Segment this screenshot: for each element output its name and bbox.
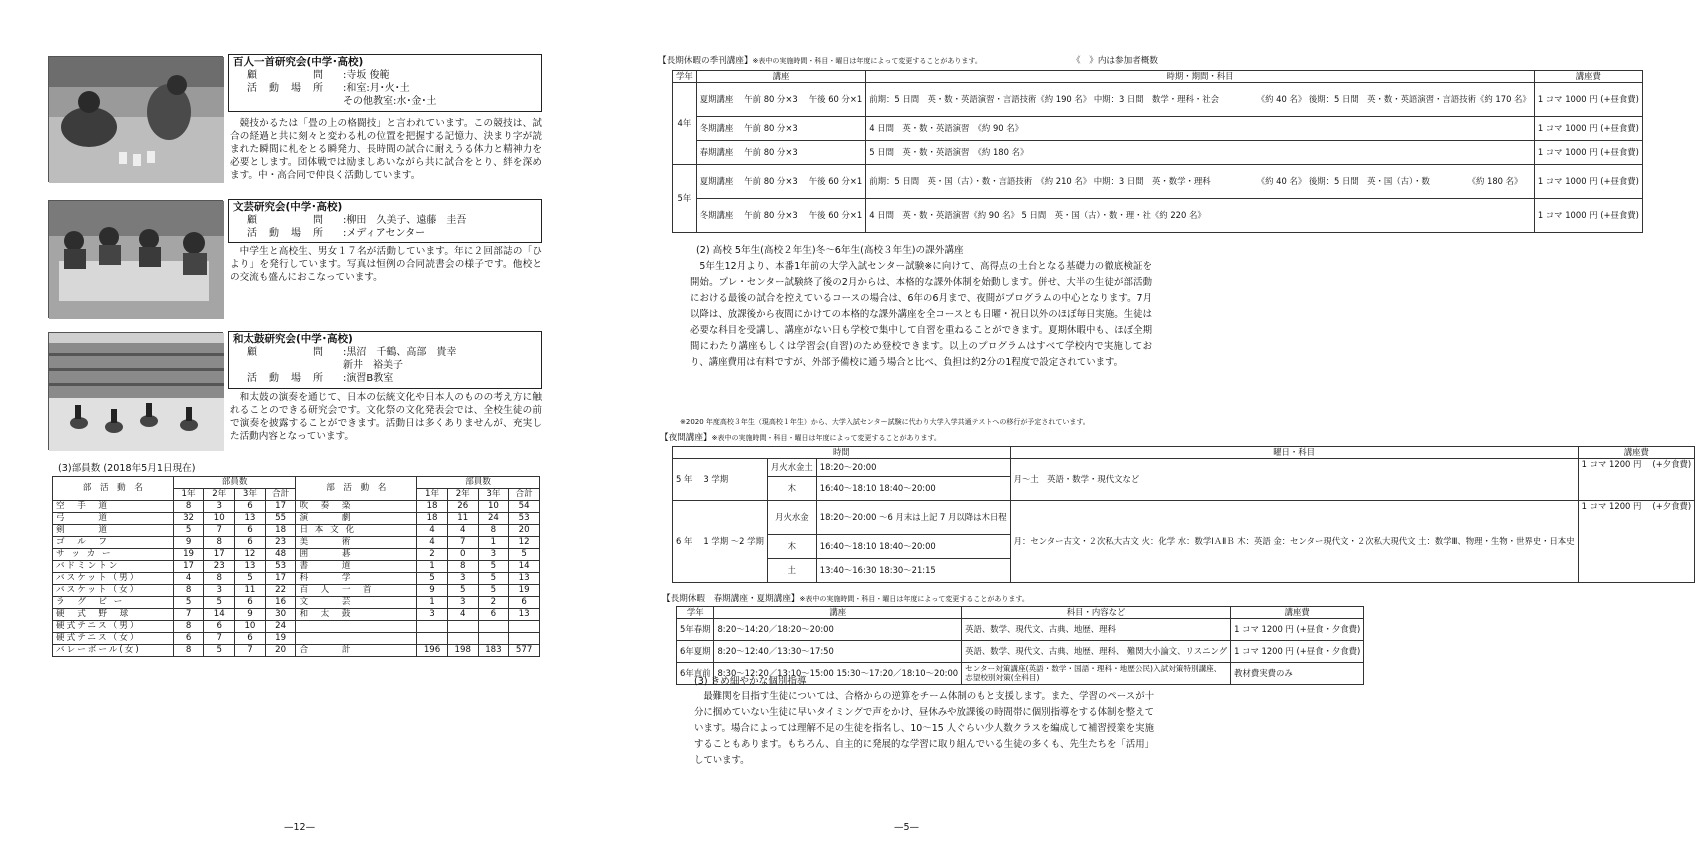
time-cell: 18:20〜20:00 bbox=[816, 458, 1010, 476]
club-name-cell: 百 人 一 首 bbox=[296, 585, 417, 597]
label-advisor: 顧 問 bbox=[247, 70, 324, 81]
count-cell: 5 bbox=[447, 585, 478, 597]
count-cell bbox=[509, 633, 540, 645]
course-cell: 春期講座 午前 80 分×3 bbox=[696, 140, 865, 164]
count-cell: 6 bbox=[204, 621, 235, 633]
fee-cell: 1 コマ 1000 円 (+昼食費) bbox=[1534, 198, 1642, 232]
count-cell: 0 bbox=[447, 549, 478, 561]
count-cell: 17 bbox=[204, 549, 235, 561]
count-cell: 577 bbox=[509, 645, 540, 657]
col-grade: 合計 bbox=[509, 489, 540, 501]
seasonal-course-note: ※表中の実施時間・科目・曜日は年度によって変更することがあります。 bbox=[799, 595, 1029, 603]
club-name-cell: 演 劇 bbox=[296, 513, 417, 525]
count-cell: 5 bbox=[478, 585, 509, 597]
label-advisor: 顧 問 bbox=[247, 347, 324, 358]
count-cell bbox=[417, 633, 448, 645]
fee-cell: 教材費実費のみ bbox=[1231, 662, 1364, 684]
count-cell: 9 bbox=[173, 537, 204, 549]
club-name-cell: ラ グ ビ ー bbox=[53, 597, 174, 609]
content-cell: 前期：5 日間 英・数・英語演習・言語技術《約 190 名》 中期：3 日間 数学・理科・社会 《約 40 名》 後期：5 日間 英・数・英語演習・言語技術《約 170 名》 bbox=[866, 82, 1535, 116]
grade-4: 4年 bbox=[673, 82, 697, 164]
count-cell: 8 bbox=[447, 561, 478, 573]
course-cell: 夏期講座 午前 80 分×3 午後 60 分×1 bbox=[696, 164, 865, 198]
seasonal-course-title: 【長期休暇 春期講座・夏期講座】 bbox=[662, 594, 800, 604]
count-cell: 3 bbox=[204, 585, 235, 597]
long-break-header bbox=[658, 56, 1158, 67]
col-grade: 1年 bbox=[173, 489, 204, 501]
count-cell: 3 bbox=[204, 501, 235, 513]
count-cell bbox=[447, 633, 478, 645]
count-cell: 6 bbox=[235, 597, 266, 609]
club-name-cell: ゴ ル フ bbox=[53, 537, 174, 549]
content-cell: センター対策講座(英語・数学・国語・理科・地歴公民)入試対策特別講座、志望校別対策(全科目) bbox=[962, 662, 1231, 684]
count-cell: 7 bbox=[173, 609, 204, 621]
long-break-note: ※表中の実施時間・科目・曜日は年度によって変更することがあります。 bbox=[752, 57, 982, 65]
grade-cell: 6年直前 bbox=[677, 662, 714, 684]
label-place: 活 動 場 所 bbox=[247, 228, 324, 239]
club-name-cell: 書 道 bbox=[296, 561, 417, 573]
count-cell: 19 bbox=[173, 549, 204, 561]
count-cell: 1 bbox=[478, 537, 509, 549]
count-cell: 5 bbox=[478, 561, 509, 573]
club-name-cell: バスケット（女） bbox=[53, 585, 174, 597]
count-cell: 17 bbox=[173, 561, 204, 573]
table-row bbox=[53, 597, 540, 609]
label-place: 活 動 場 所 bbox=[247, 373, 324, 384]
count-cell: 18 bbox=[265, 525, 296, 537]
col-member-count: 部員数 bbox=[173, 477, 296, 489]
col-grade: 2年 bbox=[447, 489, 478, 501]
count-cell: 53 bbox=[509, 513, 540, 525]
count-cell: 8 bbox=[173, 621, 204, 633]
time-cell: 13:40〜16:30 18:30〜21:15 bbox=[816, 558, 1010, 582]
count-cell: 4 bbox=[417, 525, 448, 537]
count-cell: 18 bbox=[417, 513, 448, 525]
count-cell: 54 bbox=[509, 501, 540, 513]
count-cell: 7 bbox=[204, 633, 235, 645]
count-cell: 6 bbox=[509, 597, 540, 609]
count-cell: 14 bbox=[204, 609, 235, 621]
col-time: 時間 bbox=[673, 447, 1011, 459]
count-cell: 48 bbox=[265, 549, 296, 561]
member-count-table bbox=[52, 476, 540, 657]
time-cell: 8:30〜12:20／13:10〜15:00 15:30〜17:20／18:10〜20:00 bbox=[714, 662, 962, 684]
count-cell: 8 bbox=[173, 501, 204, 513]
day-cell: 木 bbox=[767, 476, 816, 500]
table-row bbox=[53, 513, 540, 525]
value-place-extra: その他教室:水･金･土 bbox=[343, 96, 437, 107]
count-cell: 53 bbox=[265, 561, 296, 573]
time-cell: 16:40〜18:10 18:40〜20:00 bbox=[816, 476, 1010, 500]
karuta-photo bbox=[48, 56, 223, 182]
page-number: —5— bbox=[894, 822, 920, 833]
count-cell bbox=[478, 621, 509, 633]
count-cell: 23 bbox=[265, 537, 296, 549]
col-club-name: 部 活 動 名 bbox=[296, 477, 417, 501]
night-course-table bbox=[672, 446, 1695, 583]
count-cell: 6 bbox=[235, 537, 266, 549]
section2-footnote: ※2020 年度高校３年生（現高校１年生）から、大学入試センター試験に代わり大学入学共通テストへの移行が予定されています。 bbox=[680, 418, 1090, 426]
value-advisor: :柳田 久美子、遠藤 圭吾 bbox=[343, 215, 467, 226]
value-advisor: :寺坂 俊範 bbox=[343, 70, 390, 81]
table-row bbox=[53, 549, 540, 561]
count-cell: 12 bbox=[235, 549, 266, 561]
table-row bbox=[53, 633, 540, 645]
count-cell: 5 bbox=[173, 597, 204, 609]
grade-5: 5年 bbox=[673, 164, 697, 232]
count-cell bbox=[509, 621, 540, 633]
fee-cell: 1 コマ 1000 円 (+昼食費) bbox=[1534, 164, 1642, 198]
count-cell: 24 bbox=[478, 513, 509, 525]
club-name-cell: 日 本 文 化 bbox=[296, 525, 417, 537]
content-cell: 4 日間 英・数・英語演習 《約 90 名》 bbox=[866, 116, 1535, 140]
taiko-photo bbox=[48, 332, 223, 450]
col-content: 時期・期間・科目 bbox=[866, 71, 1535, 83]
club-title: 和太鼓研究会(中学･高校) bbox=[233, 333, 353, 345]
col-fee: 講座費 bbox=[1231, 607, 1364, 619]
left-page bbox=[0, 0, 600, 849]
count-cell: 6 bbox=[235, 633, 266, 645]
count-cell: 6 bbox=[478, 609, 509, 621]
fee-cell: 1 コマ 1000 円 (+昼食費) bbox=[1534, 82, 1642, 116]
club-name-cell: バスケット（男） bbox=[53, 573, 174, 585]
club-name-cell: 科 学 bbox=[296, 573, 417, 585]
fee-cell: 1 コマ 1000 円 (+昼食費) bbox=[1534, 140, 1642, 164]
club-info-literature bbox=[228, 199, 542, 243]
col-content: 科目・内容など bbox=[962, 607, 1231, 619]
count-cell: 3 bbox=[417, 609, 448, 621]
count-cell: 1 bbox=[417, 597, 448, 609]
count-cell: 23 bbox=[204, 561, 235, 573]
count-cell bbox=[478, 633, 509, 645]
count-cell: 7 bbox=[204, 525, 235, 537]
col-course: 講座 bbox=[714, 607, 962, 619]
table-row bbox=[53, 609, 540, 621]
long-break-title: 【長期休暇の季刊講座】 bbox=[658, 56, 753, 66]
club-title: 百人一首研究会(中学･高校) bbox=[233, 56, 364, 68]
count-cell: 11 bbox=[235, 585, 266, 597]
col-grade: 学年 bbox=[673, 71, 697, 83]
table-row bbox=[53, 501, 540, 513]
col-fee: 講座費 bbox=[1534, 71, 1642, 83]
count-cell: 8 bbox=[478, 525, 509, 537]
count-cell: 5 bbox=[478, 573, 509, 585]
course-cell: 冬期講座 午前 80 分×3 bbox=[696, 116, 865, 140]
count-cell: 2 bbox=[478, 597, 509, 609]
table-row bbox=[53, 585, 540, 597]
fee-cell: 1 コマ 1200 円 (+昼食・夕食費) bbox=[1231, 618, 1364, 640]
table-row bbox=[53, 525, 540, 537]
count-cell: 8 bbox=[173, 645, 204, 657]
count-cell: 16 bbox=[265, 597, 296, 609]
club-name-cell: 空 手 道 bbox=[53, 501, 174, 513]
count-cell: 3 bbox=[447, 597, 478, 609]
content-cell: 月：センター古文・２次私大古文 火：化学 水：数学ⅠＡⅡＢ 木：英語 金：センター現代文・２次私大現代文 土：数学Ⅲ、物理・生物・世界史・日本史 bbox=[1010, 500, 1578, 582]
club-name-cell: バドミントン bbox=[53, 561, 174, 573]
col-grade: 学年 bbox=[677, 607, 714, 619]
content-cell: 5 日間 英・数・英語演習 《約 180 名》 bbox=[866, 140, 1535, 164]
member-count-heading: (3)部員数 (2018年5月1日現在) bbox=[58, 463, 196, 474]
value-place: :演習B教室 bbox=[343, 373, 394, 384]
club-name-cell: 硬式テニス（女） bbox=[53, 633, 174, 645]
content-cell: 英語、数学、現代文、古典、地歴、理科、 難関大小論文、リスニング bbox=[962, 640, 1231, 662]
fee-cell: 1 コマ 1000 円 (+昼食費) bbox=[1534, 116, 1642, 140]
count-cell: 5 bbox=[417, 573, 448, 585]
grade-cell: 6年夏期 bbox=[677, 640, 714, 662]
club-info-taiko bbox=[228, 331, 542, 389]
col-course: 講座 bbox=[696, 71, 865, 83]
count-cell: 55 bbox=[265, 513, 296, 525]
count-cell: 6 bbox=[235, 501, 266, 513]
label-advisor: 顧 問 bbox=[247, 215, 324, 226]
col-member-count: 部員数 bbox=[417, 477, 540, 489]
long-break-note2: 《 》内は参加者概数 bbox=[1072, 56, 1158, 66]
value-place: :和室:月･火･土 bbox=[343, 83, 410, 94]
count-cell: 4 bbox=[447, 609, 478, 621]
value-advisor: :黒沼 千鶴、高部 貴幸 bbox=[343, 347, 457, 358]
count-cell: 4 bbox=[417, 537, 448, 549]
night-course-title: 【夜間講座】 bbox=[660, 433, 712, 443]
count-cell: 5 bbox=[173, 525, 204, 537]
club-description-taiko: 和太鼓の演奏を通じて、日本の伝統文化や日本人のものの考え方に触れることのできる研究会です。文化祭の文化発表会では、全校生徒の前で演奏を披露することができます。活動日は多くありませんが、充実した活動内容となっています。 bbox=[230, 392, 542, 442]
count-cell: 19 bbox=[509, 585, 540, 597]
fee-cell: 1 コマ 1200 円 (+夕食費) bbox=[1578, 500, 1694, 582]
long-break-table bbox=[672, 70, 1643, 233]
count-cell: 1 bbox=[417, 561, 448, 573]
time-cell: 8:20〜14:20／18:20〜20:00 bbox=[714, 618, 962, 640]
count-cell: 196 bbox=[417, 645, 448, 657]
value-place: :メディアセンター bbox=[343, 228, 426, 239]
count-cell bbox=[417, 621, 448, 633]
count-cell: 8 bbox=[173, 585, 204, 597]
club-name-cell: 囲 碁 bbox=[296, 549, 417, 561]
time-cell: 16:40〜18:10 18:40〜20:00 bbox=[816, 534, 1010, 558]
col-grade: 3年 bbox=[478, 489, 509, 501]
count-cell: 8 bbox=[204, 573, 235, 585]
section2-heading: (2) 高校 5年生(高校２年生)冬～6年生(高校３年生)の課外講座 bbox=[696, 245, 964, 256]
count-cell: 20 bbox=[509, 525, 540, 537]
count-cell: 5 bbox=[204, 597, 235, 609]
fee-cell: 1 コマ 1200 円 (+夕食費) bbox=[1578, 458, 1694, 500]
table-row bbox=[53, 561, 540, 573]
count-cell: 26 bbox=[447, 501, 478, 513]
section2-body: 5年生12月より、本番1年前の大学入試センター試験※に向けて、高得点の土台となる基礎力の徹底検証を開始。プレ・センター試験終了後の2月からは、本格的な課外体制を始動します。併せ、大半の生徒が部活動における最後の試合を控えているコースの場合は、6年の6月まで、夜間がプログラムの中心となります。7月以降は、放課後から夜間にかけての本格的な課外講座を全コースとも日曜・祝日以外のほぼ毎日実施。生徒は必要な科目を受講し、講座がない日も学校で集中して自習を重ねることができます。夏期休暇中も、ほぼ全期間にわたり講座もしくは学習会(自習)のため登校できます。以上のプログラムはすべて学校内で実施しており、講座費用は有料ですが、外部予備校に通う場合と比べ、負担は約2分の1程度で設定されています。 bbox=[690, 261, 1152, 368]
count-cell: 24 bbox=[265, 621, 296, 633]
count-cell: 13 bbox=[509, 609, 540, 621]
count-cell: 198 bbox=[447, 645, 478, 657]
literature-photo bbox=[48, 200, 223, 318]
count-cell: 30 bbox=[265, 609, 296, 621]
section3-heading: (3) きめ細やかな個別指導 bbox=[694, 676, 807, 687]
day-cell: 木 bbox=[767, 534, 816, 558]
count-cell: 5 bbox=[204, 645, 235, 657]
count-cell: 13 bbox=[235, 561, 266, 573]
day-cell: 月火水金土 bbox=[767, 458, 816, 476]
seasonal-course-table bbox=[676, 606, 1364, 685]
count-cell: 19 bbox=[265, 633, 296, 645]
count-cell: 7 bbox=[447, 537, 478, 549]
page-number: —12— bbox=[284, 822, 316, 833]
col-grade: 2年 bbox=[204, 489, 235, 501]
day-cell: 月火水金 bbox=[767, 500, 816, 534]
content-cell: 前期：5 日間 英・国（古）・数・言語技術 《約 210 名》 中期：3 日間 英・数学・理科 《約 40 名》 後期：5 日間 英・国（古）・数 《約 180 名》 bbox=[866, 164, 1535, 198]
count-cell: 13 bbox=[235, 513, 266, 525]
count-cell: 20 bbox=[265, 645, 296, 657]
label-blank bbox=[233, 359, 343, 372]
time-cell: 18:20〜20:00 〜6 月末は上記 7 月以降は木日程 bbox=[816, 500, 1010, 534]
count-cell: 22 bbox=[265, 585, 296, 597]
count-cell: 3 bbox=[478, 549, 509, 561]
count-cell: 183 bbox=[478, 645, 509, 657]
count-cell: 5 bbox=[235, 573, 266, 585]
course-cell: 冬期講座 午前 80 分×3 午後 60 分×1 bbox=[696, 198, 865, 232]
table-row bbox=[53, 645, 540, 657]
club-name-cell: 弓 道 bbox=[53, 513, 174, 525]
club-name-cell: 吹 奏 楽 bbox=[296, 501, 417, 513]
count-cell: 17 bbox=[265, 573, 296, 585]
right-page bbox=[600, 0, 1692, 849]
count-cell: 11 bbox=[447, 513, 478, 525]
count-cell: 12 bbox=[509, 537, 540, 549]
seasonal-course-header bbox=[662, 594, 1162, 605]
club-description-karuta: 競技かるたは「畳の上の格闘技」と言われています。この競技は、試合の経過と共に刻々と変わる札の位置を把握する記憶力、決まり字が読まれた瞬間に札をとる瞬発力、長時間の試合に耐えうる体力と精神力を必要とします。団体戦では励ましあいながら共に試合をとり、絆を深めます。中・高合同で仲良く活動しています。 bbox=[230, 118, 542, 181]
club-name-cell: 美 術 bbox=[296, 537, 417, 549]
table-row bbox=[53, 537, 540, 549]
club-name-cell: 硬式テニス（男） bbox=[53, 621, 174, 633]
count-cell: 9 bbox=[235, 609, 266, 621]
table-row bbox=[53, 621, 540, 633]
count-cell: 9 bbox=[417, 585, 448, 597]
count-cell: 18 bbox=[417, 501, 448, 513]
value-advisor-extra: 新井 裕美子 bbox=[343, 360, 403, 371]
count-cell: 4 bbox=[447, 525, 478, 537]
count-cell: 10 bbox=[204, 513, 235, 525]
club-description-literature: 中学生と高校生、男女１７名が活動しています。年に２回部誌の「ひより」を発行しています。写真は恒例の合同読書会の様子です。他校との交流も盛んにおこなっています。 bbox=[230, 246, 542, 283]
course-cell: 夏期講座 午前 80 分×3 午後 60 分×1 bbox=[696, 82, 865, 116]
day-cell: 土 bbox=[767, 558, 816, 582]
label-place: 活 動 場 所 bbox=[247, 83, 324, 94]
count-cell: 14 bbox=[509, 561, 540, 573]
club-name-cell: 和 太 鼓 bbox=[296, 609, 417, 621]
grade-6: 6 年 1 学期 〜2 学期 bbox=[673, 500, 768, 582]
club-name-cell bbox=[296, 621, 417, 633]
night-course-note: ※表中の実施時間・科目・曜日は年度によって変更することがあります。 bbox=[711, 434, 941, 442]
content-cell: 月〜土 英語・数学・現代文など bbox=[1010, 458, 1578, 500]
count-cell: 6 bbox=[173, 633, 204, 645]
time-cell: 8:20〜12:40／13:30〜17:50 bbox=[714, 640, 962, 662]
count-cell: 10 bbox=[235, 621, 266, 633]
count-cell: 32 bbox=[173, 513, 204, 525]
col-club-name: 部 活 動 名 bbox=[53, 477, 174, 501]
grade-cell: 5年春期 bbox=[677, 618, 714, 640]
col-grade: 3年 bbox=[235, 489, 266, 501]
count-cell: 4 bbox=[173, 573, 204, 585]
count-cell: 7 bbox=[235, 645, 266, 657]
table-row bbox=[53, 573, 540, 585]
count-cell bbox=[447, 621, 478, 633]
count-cell: 5 bbox=[509, 549, 540, 561]
count-cell: 2 bbox=[417, 549, 448, 561]
club-name-cell: 文 芸 bbox=[296, 597, 417, 609]
col-day-subject: 曜日・科目 bbox=[1010, 447, 1578, 459]
count-cell: 17 bbox=[265, 501, 296, 513]
count-cell: 10 bbox=[478, 501, 509, 513]
col-grade: 1年 bbox=[417, 489, 448, 501]
club-title: 文芸研究会(中学･高校) bbox=[233, 201, 343, 213]
club-name-cell: バレーボール(女) bbox=[53, 645, 174, 657]
club-name-cell: 剣 道 bbox=[53, 525, 174, 537]
count-cell: 6 bbox=[235, 525, 266, 537]
count-cell: 8 bbox=[204, 537, 235, 549]
content-cell: 4 日間 英・数・英語演習《約 90 名》 5 日間 英・国（古）・数・理・社《約 220 名》 bbox=[866, 198, 1535, 232]
label-blank bbox=[233, 95, 343, 108]
club-name-cell bbox=[296, 633, 417, 645]
club-name-cell: サ ッ カ ー bbox=[53, 549, 174, 561]
count-cell: 3 bbox=[447, 573, 478, 585]
club-name-cell: 合 計 bbox=[296, 645, 417, 657]
col-grade: 合計 bbox=[265, 489, 296, 501]
col-fee: 講座費 bbox=[1578, 447, 1694, 459]
fee-cell: 1 コマ 1200 円 (+昼食・夕食費) bbox=[1231, 640, 1364, 662]
night-course-header bbox=[660, 433, 1160, 444]
club-info-karuta bbox=[228, 54, 542, 112]
count-cell: 13 bbox=[509, 573, 540, 585]
content-cell: 英語、数学、現代文、古典、地歴、理科 bbox=[962, 618, 1231, 640]
grade-5: 5 年 3 学期 bbox=[673, 458, 768, 500]
club-name-cell: 硬 式 野 球 bbox=[53, 609, 174, 621]
section3-body: 最難関を目指す生徒については、合格からの逆算をチーム体制のもと支援します。また、学習のペースが十分に掴めていない生徒に早いタイミングで声をかけ、昼休みや放課後の時間帯に個別指導をする体制を整えています。場合によっては理解不足の生徒を指名し、10〜15 人ぐらい少人数クラスを編成して補習授業を実施することもあります。もちろん、自主的に発展的な学習に取り組んでいる生徒の多くも、先生たちを「活用」しています。 bbox=[694, 691, 1154, 766]
